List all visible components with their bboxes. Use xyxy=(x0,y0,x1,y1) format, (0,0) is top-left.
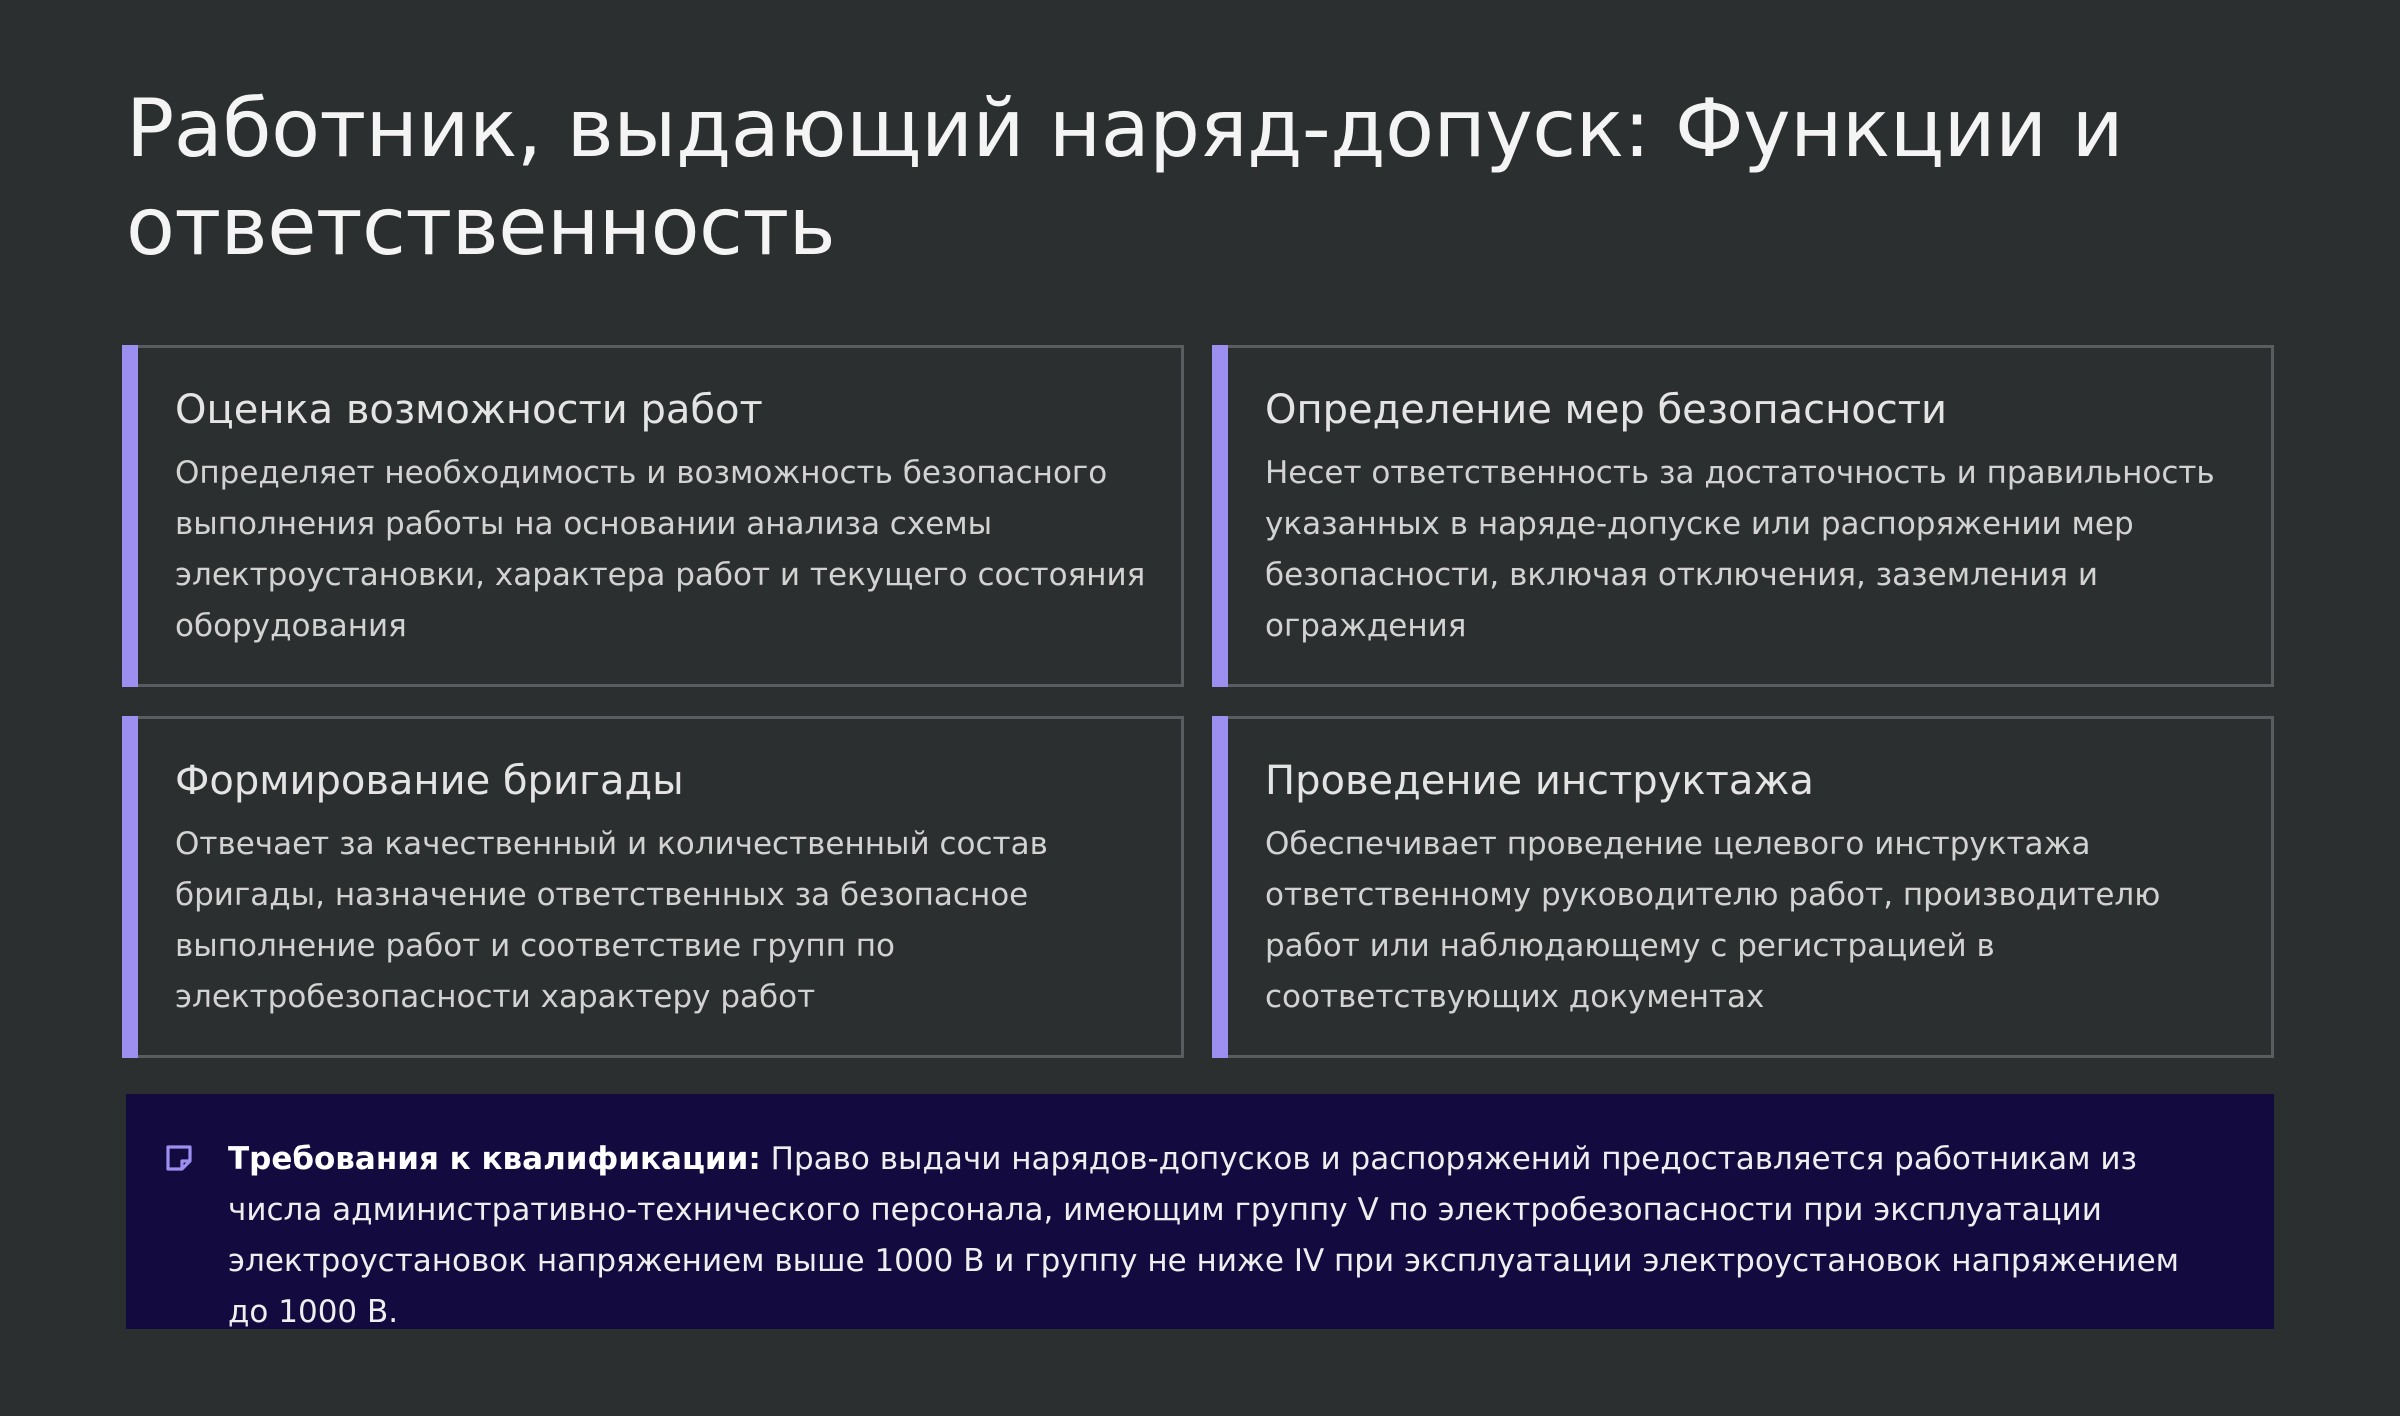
note-text xyxy=(228,1134,2214,1338)
card-team-formation xyxy=(122,716,1184,1058)
qualification-note xyxy=(126,1094,2274,1329)
card-safety-measures xyxy=(1212,345,2274,687)
sticky-note-icon xyxy=(164,1143,194,1173)
note-body: Право выдачи нарядов-допусков и распоряжений предоставляется работникам из числа административно-технического персонала, имеющим группу V по электробезопасности при эксплуатации электроустановок напряжением выше 1000 В и группу не ниже IV при эксплуатации электроустановок напряжением до 1000 В. xyxy=(228,1141,2180,1330)
card-briefing xyxy=(1212,716,2274,1058)
functions-grid xyxy=(122,345,2274,1058)
card-title: Определение мер безопасности xyxy=(1265,387,1948,433)
card-text: Определяет необходимость и возможность безопасного выполнения работы на основании анализа схемы электроустановки, характера работ и текущего состояния оборудования xyxy=(175,455,1146,644)
card-text: Обеспечивает проведение целевого инструктажа ответственному руководителю работ, производителю работ или наблюдающему с регистрацией в соответствующих документах xyxy=(1265,826,2161,1015)
card-text: Отвечает за качественный и количественный состав бригады, назначение ответственных за безопасное выполнение работ и соответствие групп по электробезопасности характеру работ xyxy=(175,826,1048,1015)
card-title: Оценка возможности работ xyxy=(175,387,763,433)
page-title: Работник, выдающий наряд-допуск: Функции и ответственность xyxy=(126,82,2124,273)
card-work-assessment xyxy=(122,345,1184,687)
note-label: Требования к квалификации: xyxy=(228,1141,761,1177)
card-text: Несет ответственность за достаточность и правильность указанных в наряде-допуске или распоряжении мер безопасности, включая отключения, заземления и ограждения xyxy=(1265,455,2215,644)
card-title: Проведение инструктажа xyxy=(1265,758,1814,804)
card-title: Формирование бригады xyxy=(175,758,684,804)
